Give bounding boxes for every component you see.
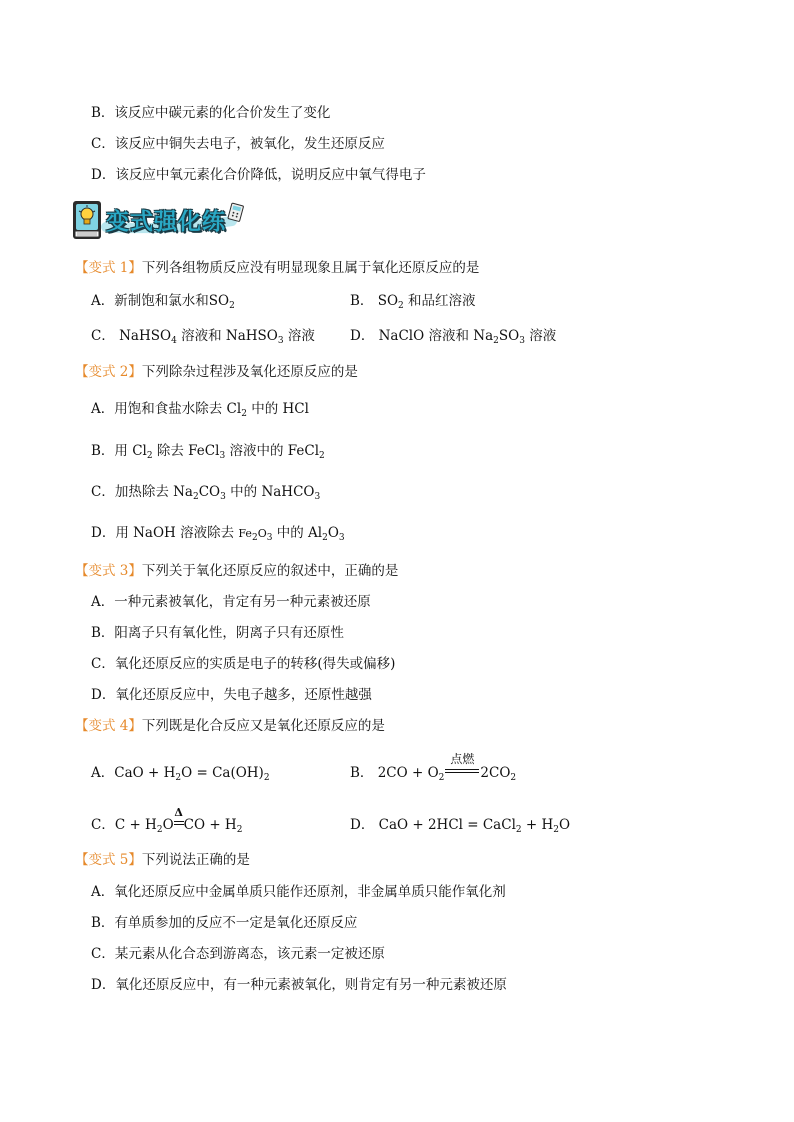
question-stem: 下列说法正确的是 (141, 852, 250, 868)
option-b: B． $SO_2$ 和品红溶液 (350, 293, 476, 311)
question-tag: 【变式 5】 (75, 852, 142, 868)
option-d: D．氧化还原反应中，有一种元素被氧化，则肯定有另一种元素被还原 (91, 977, 507, 993)
question-stem: 下列关于氧化还原反应的叙述中，正确的是 (141, 563, 399, 579)
option-c: C．加热除去 $Na_2CO_3$ 中的 NaHCO$_3$ (91, 484, 321, 502)
option-a: A．氧化还原反应中金属单质只能作还原剂，非金属单质只能作氧化剂 (91, 884, 506, 900)
reaction-condition: Δ (174, 816, 184, 834)
option-d: D．用 NaOH 溶液除去 $Fe_2O_3$ 中的 $Al_2O_3$ (91, 525, 345, 543)
option-c: C． NaHSO$_4$ 溶液和 NaHSO$_3$ 溶液 (91, 328, 315, 346)
option-c: C．氧化还原反应的实质是电子的转移(得失或偏移) (91, 656, 396, 672)
question-tag: 【变式 2】 (75, 364, 142, 380)
option-c: C．某元素从化合态到游离态，该元素一定被还原 (91, 946, 385, 962)
question-4 (75, 717, 385, 735)
option-b: B． $2CO + O_2$ 点燃 $2CO_2$ (350, 752, 517, 783)
option-d: D．该反应中氧元素化合价降低，说明反应中氧气得电子 (91, 167, 426, 183)
option-d: D． NaClO 溶液和 $Na_2SO_3$ 溶液 (350, 328, 557, 346)
question-stem: 下列除杂过程涉及氧化还原反应的是 (141, 364, 358, 380)
banner-title: 变式强化练 (106, 209, 226, 235)
question-stem: 下列既是化合反应又是氧化还原反应的是 (141, 718, 385, 734)
question-tag: 【变式 3】 (75, 563, 142, 579)
option-a: A．新制饱和氯水和$SO_2$ (91, 293, 235, 311)
question-stem: 下列各组物质反应没有明显现象且属于氧化还原反应的是 (141, 260, 480, 276)
section-banner (72, 197, 247, 243)
option-c: C．$C + H_2O$ Δ CO + $H_2$ (91, 806, 243, 835)
option-d: D．氧化还原反应中，失电子越多，还原性越强 (91, 687, 372, 703)
question-3 (75, 562, 398, 580)
option-a: A．用饱和食盐水除去 $Cl_2$ 中的 HCl (91, 401, 309, 419)
reaction-condition: 点燃 (444, 764, 480, 782)
question-5 (75, 851, 250, 869)
option-a: A．CaO + $H_2O = Ca(OH)_2$ (91, 765, 270, 783)
question-tag: 【变式 4】 (75, 718, 142, 734)
option-c: C．该反应中铜失去电子，被氧化，发生还原反应 (91, 136, 385, 152)
option-d: D． CaO + 2HCl = CaCl$_2$ + $H_2O$ (350, 817, 571, 835)
question-1 (75, 259, 479, 277)
option-b: B．阳离子只有氧化性，阴离子只有还原性 (91, 625, 344, 641)
question-2 (75, 363, 358, 381)
option-b: B．有单质参加的反应不一定是氧化还原反应 (91, 915, 358, 931)
option-b: B．该反应中碳元素的化合价发生了变化 (91, 105, 331, 121)
question-tag: 【变式 1】 (75, 260, 142, 276)
option-a: A．一种元素被氧化，肯定有另一种元素被还原 (91, 594, 371, 610)
option-b: B．用 $Cl_2$ 除去 FeCl$_3$ 溶液中的 FeCl$_2$ (91, 443, 325, 461)
